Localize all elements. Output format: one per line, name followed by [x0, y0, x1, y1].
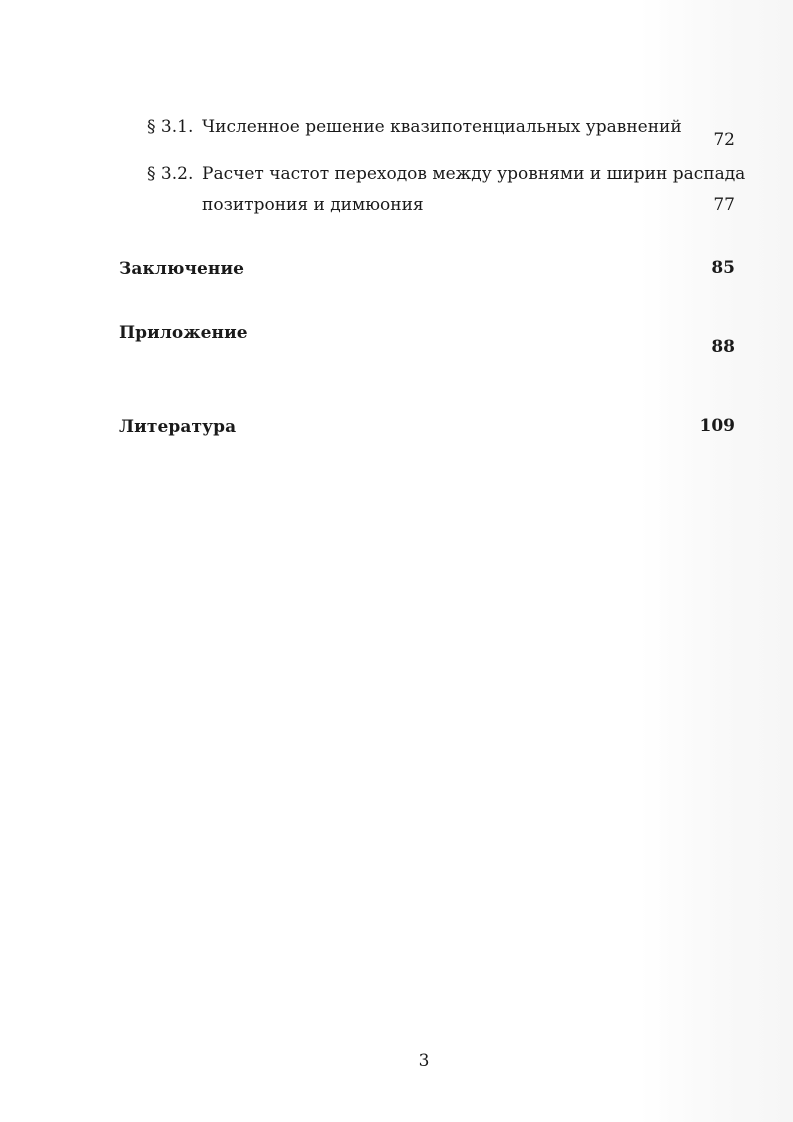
subsection-number-3-2: § 3.2. [147, 164, 194, 184]
subsection-title-3-1: Численное решение квазипотенциальных уравнений [202, 117, 682, 137]
chapter-title-conclusion: Заключение [119, 259, 245, 279]
chapter-title-references: Литература [119, 417, 237, 437]
chapter-page-conclusion: 85 [711, 258, 735, 278]
chapter-title-appendix: Приложение [119, 323, 248, 343]
subsection-title-3-2-line-2: позитрония и димюония [202, 195, 424, 215]
chapter-page-appendix: 88 [711, 337, 735, 357]
page-number: 3 [418, 1051, 430, 1071]
subsection-number-3-1: § 3.1. [147, 117, 194, 137]
subsection-page-3-1: 72 [713, 130, 735, 150]
subsection-title-3-2-line-1: Расчет частот переходов между уровнями и ширин распада [202, 164, 746, 184]
subsection-page-3-2: 77 [713, 195, 735, 215]
chapter-page-references: 109 [699, 416, 735, 436]
